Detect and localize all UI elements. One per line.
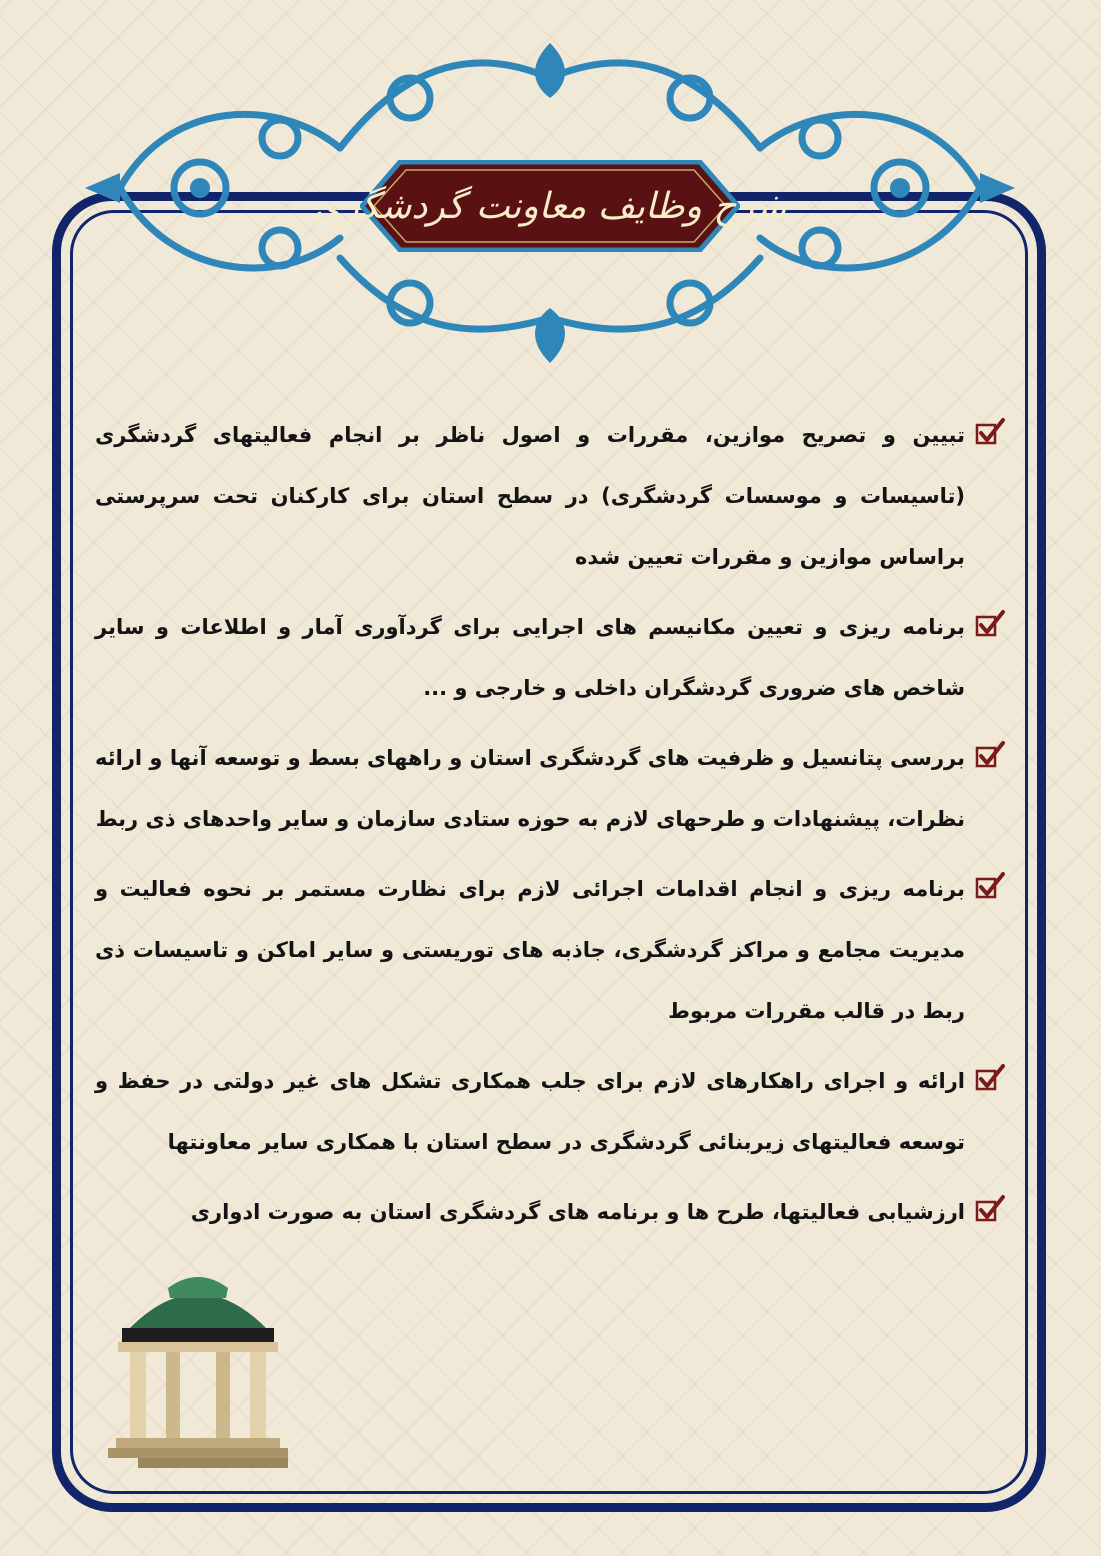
page-title: شرح وظایف معاونت گردشگری	[313, 185, 787, 227]
list-item	[95, 405, 1005, 588]
checkmark-icon	[975, 740, 1005, 770]
list-item	[95, 1182, 1005, 1243]
list-item	[95, 1051, 1005, 1173]
duty-text: برنامه ریزی و تعیین مکانیسم های اجرایی برای گردآوری آمار و اطلاعات و سایر شاخص های ضروری گردشگران داخلی و خارجی و ...	[95, 615, 965, 700]
list-item	[95, 597, 1005, 719]
duties-list	[95, 405, 1005, 1252]
hafez-tomb-pavilion	[108, 1268, 288, 1474]
checkmark-icon	[975, 1063, 1005, 1093]
checkmark-icon	[975, 609, 1005, 639]
title-plate	[313, 160, 787, 252]
duty-text: تبیین و تصریح موازین، مقررات و اصول ناظر بر انجام فعالیتهای گردشگری (تاسیسات و موسسات گردشگری) در سطح استان برای کارکنان تحت سرپرستی براساس موازین و مقررات تعیین شده	[95, 423, 965, 569]
checkmark-icon	[975, 1194, 1005, 1224]
duty-text: ارزشیابی فعالیتها، طرح ها و برنامه های گردشگری استان به صورت ادواری	[190, 1200, 965, 1224]
list-item	[95, 859, 1005, 1042]
list-item	[95, 728, 1005, 850]
duty-text: بررسی پتانسیل و ظرفیت های گردشگری استان و راههای بسط و توسعه آنها و ارائه نظرات، پیشنهادات و طرحهای لازم به حوزه ستادی سازمان و سایر واحدهای ذی ربط	[95, 746, 965, 831]
duty-text: برنامه ریزی و انجام اقدامات اجرائی لازم برای نظارت مستمر بر نحوه فعالیت و مدیریت مجامع و مراکز گردشگری، جاذبه های توریستی و سایر اماکن و تاسیسات ذی ربط در قالب مقررات مربوط	[95, 877, 965, 1023]
checkmark-icon	[975, 871, 1005, 901]
checkmark-icon	[975, 417, 1005, 447]
duty-text: ارائه و اجرای راهکارهای لازم برای جلب همکاری تشکل های غیر دولتی در حفظ و توسعه فعالیتهای زیربنائی گردشگری در سطح استان با همکاری سایر معاونتها	[95, 1069, 965, 1154]
